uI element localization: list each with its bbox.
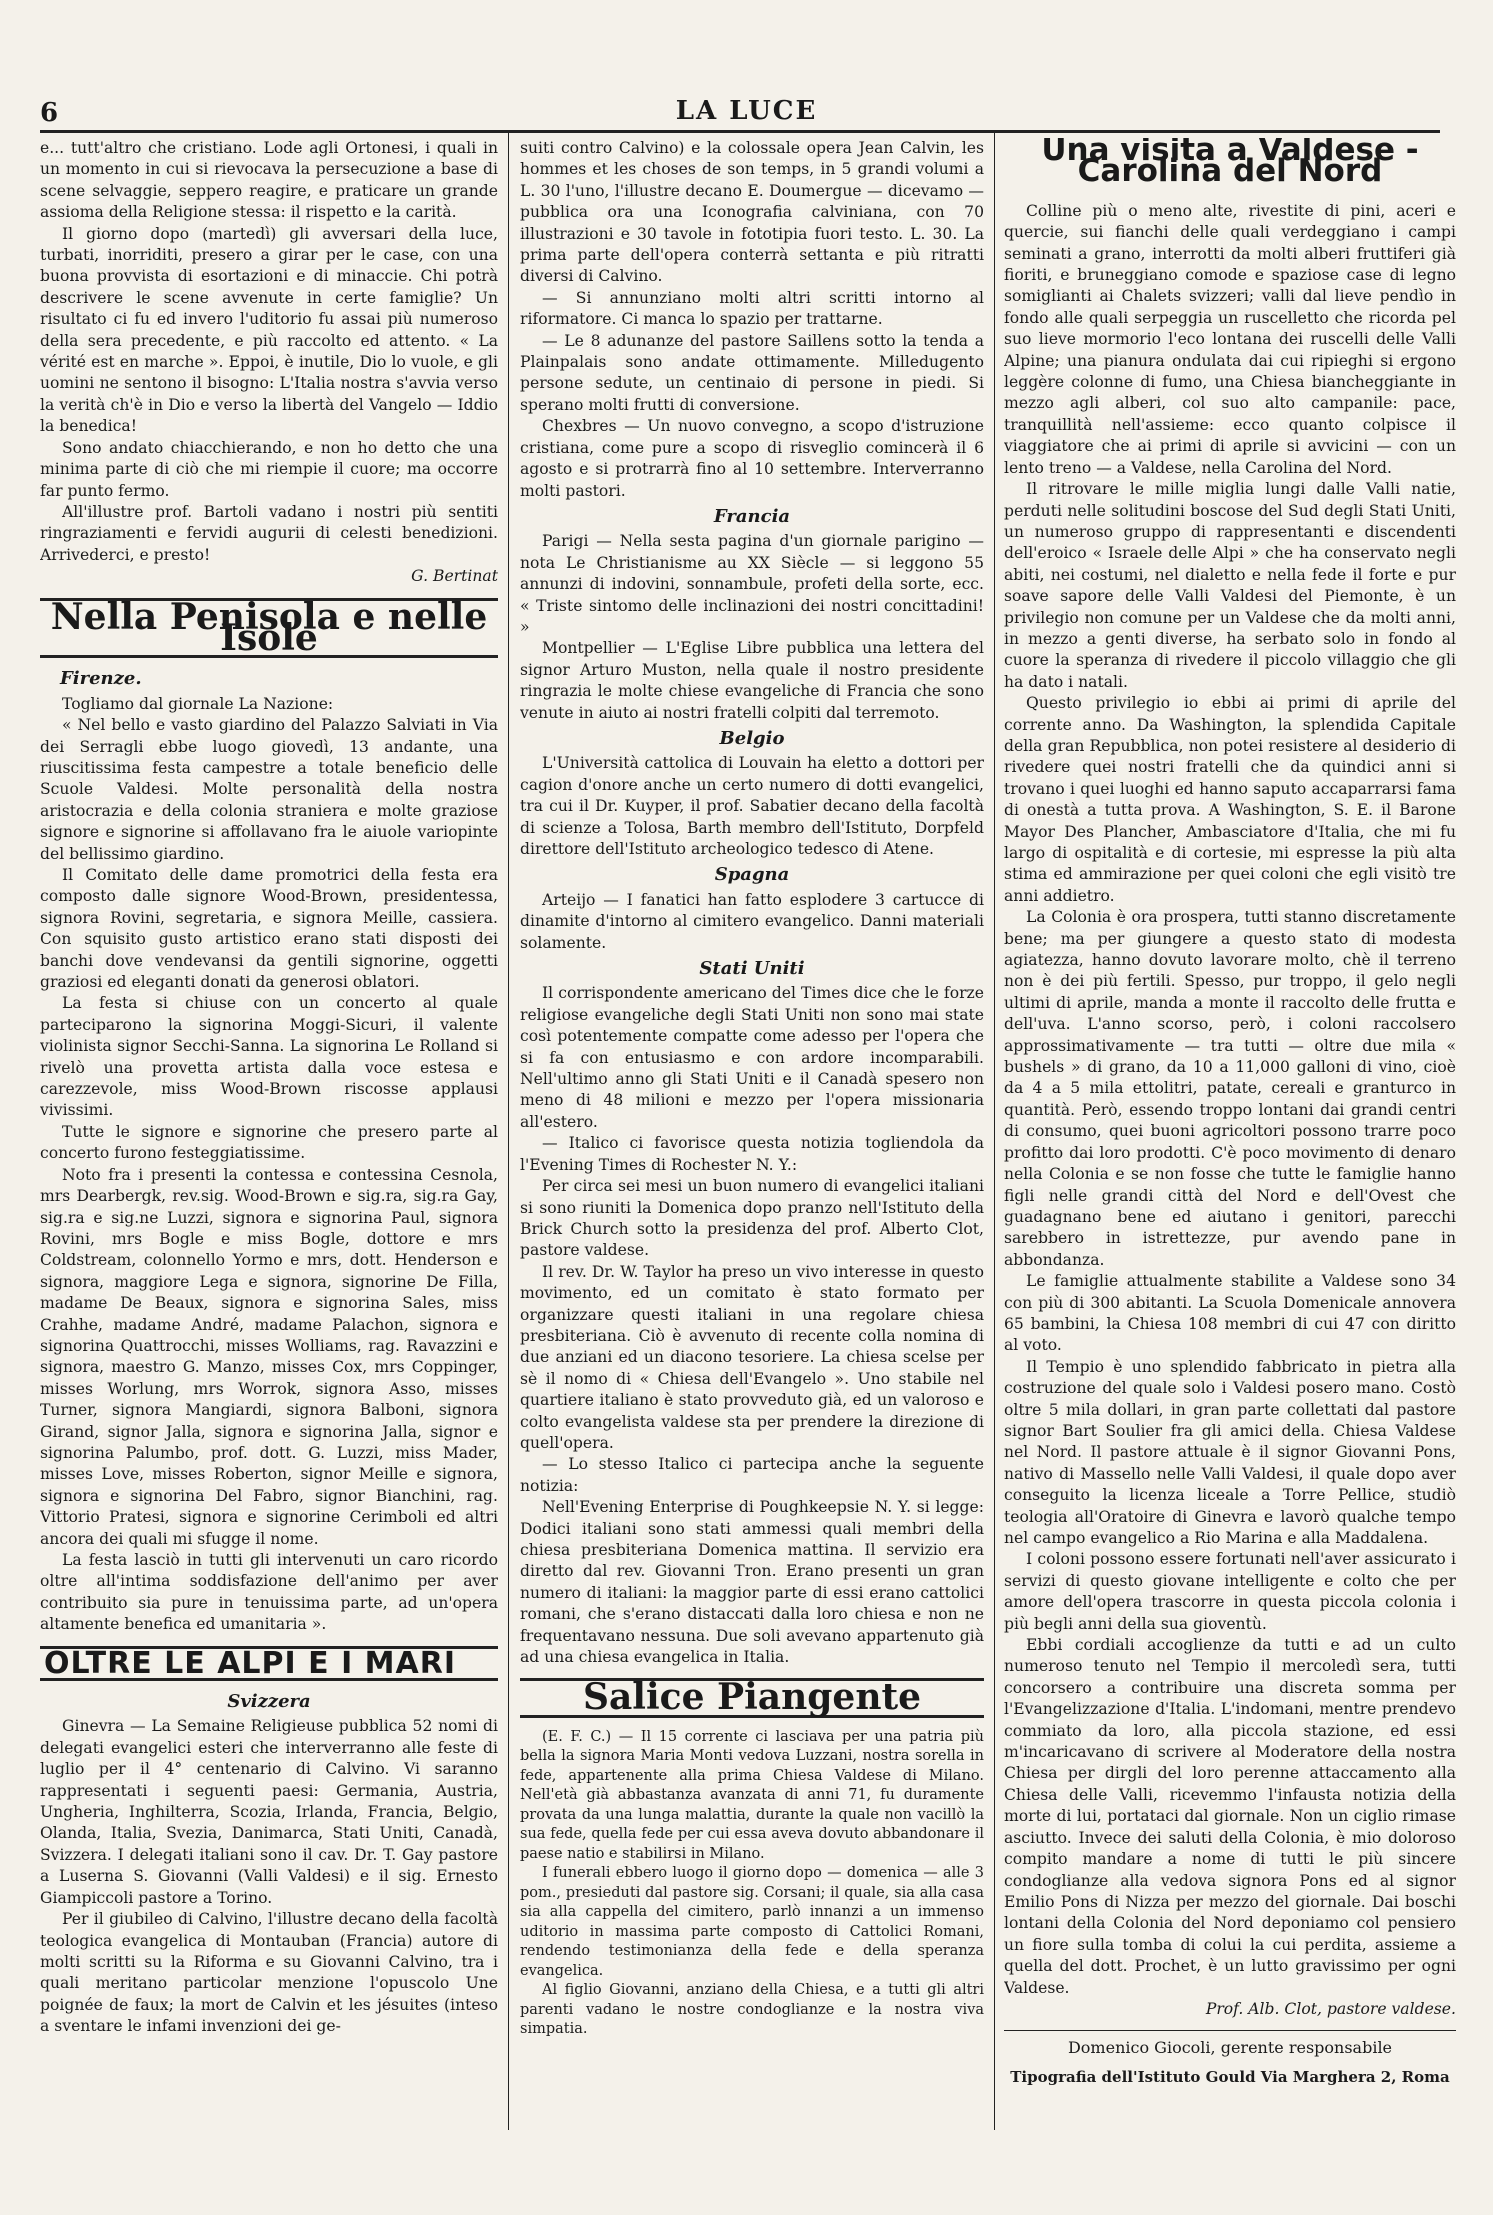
printer-line: Tipografia dell'Istituto Gould Via Marghera 2, Roma	[1010, 2067, 1450, 2086]
paragraph: Il Tempio è uno splendido fabbricato in pietra alla costruzione del quale solo i Valdesi posero mano. Costò oltre 5 mila dollari, in gran parte collettati dal pastore signor Bart Soulier fra gli amici della. Chiesa Valdese nel Nord. Il pastore attuale è il signor Giovanni Pons, nativo di Massello nelle Valli Valdesi, il quale dopo aver conseguito la licenza liceale a Torre Pellice, studiò teologia all'Oratoire di Ginevra e lavorò qualche tempo nel campo evangelico a Rio Marina e alla Maddalena.	[1004, 1357, 1456, 1547]
paragraph: Questo privilegio io ebbi ai primi di aprile del corrente anno. Da Washington, la splendida Capitale della gran Repubblica, non potei resistere al desiderio di rivedere quei nostri fratelli che da quindici anni si trovano i quei luoghi ed hanno saputo accaparrarsi fama di onestà a tutta prova. A Washington, S. E. il Barone Mayor Des Plancher, Ambasciatore d'Italia, che mi fu largo di ospitalità e di cortesie, mi espresse la più alta stima ed ammirazione per quei coloni che egli visitò tre anni addietro.	[1004, 694, 1456, 905]
column-separator	[994, 130, 995, 2130]
signature: G. Bertinat	[411, 567, 498, 586]
paragraph: (E. F. C.) — Il 15 corrente ci lasciava per una patria più bella la signora Maria Monti vedova Luzzani, nostra sorella in fede, appartenente alla prima Chiesa Valdese di Milano. Nell'età già abbastanza avanzata di anni 71, fu duramente provata da una lunga malattia, durante la quale non vacillò la sua fede, quella fede per cui essa aveva dovuto abbandonare il paese natio e stabilirsi in Milano.	[520, 1728, 984, 1862]
signature: Prof. Alb. Clot, pastore valdese.	[1205, 1999, 1456, 2018]
subsection-title: Stati Uniti	[699, 958, 805, 980]
header-rule	[40, 130, 1440, 133]
paragraph: La festa si chiuse con un concerto al quale parteciparono la signorina Moggi-Sicuri, il valente violinista signor Secchi-Sanna. La signorina Le Rolland si rivelò una provetta artista dalla voce estesa e carezzevole, miss Wood-Brown riscosse applausi vivissimi.	[40, 994, 498, 1120]
paragraph: Al figlio Giovanni, anziano della Chiesa, e a tutti gli altri parenti vadano le nostre condoglianze e la nostra viva simpatia.	[520, 1982, 984, 2038]
paragraph: Tutte le signore e signorine che presero parte al concerto furono festeggiatissime.	[40, 1122, 498, 1163]
page-number: 6	[40, 98, 59, 128]
paragraph: I funerali ebbero luogo il giorno dopo — domenica — alle 3 pom., presieduti dal pastore sig. Corsani; il quale, sia alla casa sia alla cappella del cimitero, parlò innanzi a un immenso uditorio in massima parte composto di Cattolici Romani, rendendo testimonianza della fede e della speranza evangelica.	[520, 1865, 984, 1979]
paragraph: La festa lasciò in tutti gli intervenuti un caro ricordo oltre all'intima soddisfazione dell'animo per aver contribuito sia pure in tenuissima parte, ad un'opera altamente benefica ed umanitaria ».	[40, 1551, 498, 1634]
column-separator	[508, 130, 509, 2130]
paragraph: Togliamo dal giornale La Nazione:	[62, 694, 334, 713]
paragraph: — Si annunziano molti altri scritti intorno al riformatore. Ci manca lo spazio per trattarne.	[520, 288, 984, 329]
paragraph: L'Università cattolica di Louvain ha eletto a dottori per cagion d'onore anche un certo numero di dotti evangelici, tra cui il Dr. Kuyper, il prof. Sabatier decano della facoltà di scienze a Tolosa, Barth membro dell'Istituto, Dorpfeld direttore dell'Istituto archeologico tedesco di Atene.	[520, 754, 984, 858]
paragraph: Montpellier — L'Eglise Libre pubblica una lettera del signor Arturo Muston, nella quale il nostro presidente ringrazia le molte chiese evangeliche di Francia che sono venute in aiuto ai nostri fratelli colpiti dal terremoto.	[520, 639, 984, 722]
paragraph: All'illustre prof. Bartoli vadano i nostri più sentiti ringraziamenti e fervidi augurii di celesti benedizioni. Arrivederci, e presto!	[40, 502, 498, 564]
manager-line: Domenico Giocoli, gerente responsabile	[1004, 2030, 1456, 2058]
section-title: OLTRE LE ALPI E I MARI	[40, 1646, 498, 1681]
column-2	[520, 138, 984, 2138]
paragraph: — Lo stesso Italico ci partecipa anche la seguente notizia:	[520, 1455, 984, 1495]
paragraph: Nell'Evening Enterprise di Poughkeepsie N. Y. si legge: Dodici italiani sono stati ammessi quali membri della chiesa presbiteriana Domenica mattina. Il servizio era diretto dal rev. Giovanni Tron. Erano presenti un gran numero di italiani: la maggior parte di essi erano cattolici romani, che s'erano distaccati dalla loro chiesa e non ne frequentavano nessuna. Due soli avevano appartenuto già ad una chiesa evangelica in Italia.	[520, 1498, 984, 1667]
paragraph: Ginevra — La Semaine Religieuse pubblica 52 nomi di delegati evangelici esteri che interverranno alle feste di luglio per il 4° centenario di Calvino. Vi saranno rappresentati i seguenti paesi: Germania, Austria, Ungheria, Inghilterra, Scozia, Irlanda, Francia, Belgio, Olanda, Italia, Svezia, Danimarca, Stati Uniti, Canadà, Svizzera. I delegati italiani sono il cav. Dr. T. Gay pastore a Luserna S. Giovanni (Valli Valdesi) e il sig. Ernesto Giampiccoli pastore a Torino.	[40, 1717, 498, 1907]
paragraph: I coloni possono essere fortunati nell'aver assicurato i servizi di questo giovane intelligente e colto che per amore dell'opera trascorre in questa piccola colonia i più begli anni della sua gioventù.	[1004, 1550, 1456, 1633]
paragraph: « Nel bello e vasto giardino del Palazzo Salviati in Via dei Serragli ebbe luogo giovedì, 13 andante, una riuscitissima festa campestre a totale beneficio delle Scuole Valdesi. Molte personalità della nostra aristocrazia e della colonia straniera e molte graziose signore e signorine si affollavano fra le aiuole variopinte del bellissimo giardino.	[40, 716, 498, 863]
section-title: Salice Piangente	[520, 1678, 984, 1717]
masthead: LA LUCE	[675, 96, 818, 126]
paragraph: La Colonia è ora prospera, tutti stanno discretamente bene; ma per giungere a questo stato di modesta agiatezza, hanno dovuto lavorare molto, chè il terreno non è dei più fertili. Spesso, pur troppo, il gelo negli ultimi di aprile, manda a monte il raccolto delle frutta e dell'uva. L'anno scorso, però, i coloni raccolsero approssimativamente — tra tutti — oltre due mila « bushels » di grano, da 10 a 11,000 galloni di vino, cioè da 4 a 5 mila ettolitri, patate, cereali e granturco in quantità. Però, essendo troppo lontani dai grandi centri di consumo, quei buoni agricoltori possono trarre poco profitto dai loro prodotti. C'è poco movimento di denaro nella Colonia e se non fosse che tutte le famiglie hanno figli nelle grandi città del Nord e dell'Ovest che guadagnano bene ed aiutano i genitori, parecchi sarebbero in istrettezze, pur avendo pane in abbondanza.	[1004, 908, 1456, 1269]
subsection-title: Svizzera	[227, 1691, 311, 1713]
paragraph: suiti contro Calvino) e la colossale opera Jean Calvin, les hommes et les choses de son temps, in 5 grandi volumi a L. 30 l'uno, l'illustre decano E. Doumergue — dicevamo — pubblica ora una Iconografia calviniana, con 70 illustrazioni e 30 tavole in fototipia fuori testo. L. 30. La prima parte dell'opera conterrà settanta e più ritratti diversi di Calvino.	[520, 139, 984, 286]
article-title: Una visita a Valdese - Carolina del Nord	[1041, 138, 1419, 190]
section-title: Nella Penisola e nelle Isole	[40, 598, 498, 659]
paragraph: e... tutt'altro che cristiano. Lode agli Ortonesi, i quali in un momento in cui si rievocava la persecuzione a base di scene selvaggie, seppero reagire, e praticare un grande assioma della Religione stessa: il rispetto e la carità.	[40, 139, 498, 222]
paragraph: Parigi — Nella sesta pagina d'un giornale parigino — nota Le Christianisme au XX Siècle — si leggono 55 annunzi di indovini, sonnambule, profeti della sorte, ecc. « Triste sintomo delle inclinazioni dei nostri concittadini! »	[520, 532, 984, 636]
paragraph: Il corrispondente americano del Times dice che le forze religiose evangeliche degli Stati Uniti non sono mai state così potentemente compatte come adesso per l'opera che si fa con entusiasmo e con ardore incomparabili. Nell'ultimo anno gli Stati Uniti e il Canadà spesero non meno di 48 milioni e mezzo per l'opera missionaria all'estero.	[520, 984, 984, 1131]
subsection-title: Spagna	[714, 864, 790, 886]
paragraph: Noto fra i presenti la contessa e contessina Cesnola, mrs Dearbergk, rev.sig. Wood-Brown e sig.ra, sig.ra Gay, sig.ra e sig.ne Luzzi, signora e signorina Paul, signora Rovini, mrs Bogle e miss Bogle, dottore e mrs Coldstream, colonnello Yormo e mrs, dott. Henderson e signora, maggiore Lega e signora, signorine De Filla, madame De Beaux, signora e signorina Sales, miss Crahhe, madame André, madame Palachon, signora e signorina Quattrocchi, misses Wolliams, rag. Ravazzini e signora, maestro G. Manzo, misses Cox, mrs Coppinger, misses Worlung, mrs Worrok, signora Asso, misses Turner, signora Mangiardi, signora Balboni, signora Girand, signor Jalla, signora e signorina Jalla, signor e signorina Palumbo, prof. dott. G. Luzzi, miss Mader, misses Love, misses Roberton, signor Meille e signora, signora e signorina Del Fabro, signor Bianchini, rag. Vittorio Pratesi, signora e signorine Cerimboli ed altri ancora dei quali mi sfugge il nome.	[40, 1165, 498, 1548]
paragraph: — Le 8 adunanze del pastore Saillens sotto la tenda a Plainpalais sono andate ottimamente. Milledugento persone sedute, un centinaio di persone in piedi. Si sperano molti frutti di conversione.	[520, 331, 984, 414]
paragraph: Le famiglie attualmente stabilite a Valdese sono 34 con più di 300 abitanti. La Scuola Domenicale annovera 65 bambini, la Chiesa 108 membri di cui 47 con diritto al voto.	[1004, 1272, 1456, 1355]
paragraph: — Italico ci favorisce questa notizia togliendola da l'Evening Times di Rochester N. Y.:	[520, 1134, 984, 1174]
subsection-title: Belgio	[719, 727, 785, 749]
paragraph: Il rev. Dr. W. Taylor ha preso un vivo interesse in questo movimento, ed un comitato è stato formato per organizzare questi italiani in una regolare chiesa presbiteriana. Ciò è avvenuto di recente colla nomina di due anziani ed un diacono tesoriere. La chiesa scelse per sè il nomo di « Chiesa dell'Evangelo ». Uno stabile nel quartiere italiano è stato provveduto già, ed un valoroso e colto evangelista valdese sta per prendere la direzione di quell'opera.	[520, 1262, 984, 1452]
paragraph: Ebbi cordiali accoglienze da tutti e ad un culto numeroso tenuto nel Tempio il mercoledì sera, tutti concorsero a contribuire una discreta somma per l'Evangelizzazione d'Italia. L'indomani, mentre prendevo commiato da loro, alla piccola stazione, ed essi m'incaricavano di scrivere al Moderatore della nostra Chiesa per dirgli del loro perenne attaccamento alla Chiesa delle Valli, ricevemmo l'infausta notizia della morte di lui, portataci dal giornale. Non un ciglio rimase asciutto. Invece dei saluti della Colonia, è mio doloroso compito mandare a nome di tutti le più sincere condoglianze alla vedova signora Pons ed al signor Emilio Pons di Nizza per mezzo del giornale. Dai boschi lontani della Colonia del Nord deponiamo col pensiero un fiore sulla tomba di colui la cui perdita, assieme a quella del dott. Prochet, è un lutto gravissimo per ogni Valdese.	[1004, 1636, 1456, 1997]
paragraph: Per il giubileo di Calvino, l'illustre decano della facoltà teologica evangelica di Montauban (Francia) autore di molti scritti su la Riforma e su Giovanni Calvino, tra i quali meritano particolar menzione l'opuscolo Une poignée de faux; la mort de Calvin et les jésuites (inteso a sventare le infami invenzioni dei ge-	[40, 1910, 498, 2036]
subsection-title: Francia	[713, 505, 791, 527]
paragraph: Il giorno dopo (martedì) gli avversari della luce, turbati, inorriditi, presero a girar per le case, con una buona provvista di esortazioni e di minaccie. Chi potrà descrivere le scene avvenute in certe famiglie? Un risultato ci fu ed invero l'uditorio fu assai più numeroso della sera precedente, e più raccolto ed attento. « La vérité est en marche ». Eppoi, è inutile, Dio lo vuole, e gli uomini ne sentono il bisogno: L'Italia nostra s'avvia verso la verità ch'è in Dio e verso la libertà del Vangelo — Iddio la benedica!	[40, 224, 498, 436]
paragraph: Arteijo — I fanatici han fatto esplodere 3 cartucce di dinamite d'intorno al cimitero evangelico. Danni materiali solamente.	[520, 890, 984, 952]
paragraph: Colline più o meno alte, rivestite di pini, aceri e quercie, sui fianchi delle quali verdeggiano i campi seminati a grano, interrotti da molti alberi fruttiferi già fioriti, e bruneggiano comode e spaziose case di legno somiglianti ai Chalets svizzeri; valli dal lieve pendìo in fondo alle quali serpeggia un ruscelletto che ricorda pel suo lieve mormorio l'eco lontana dei ruscelli delle Valli Alpine; una pianura ondulata dai cui ripieghi si ergono leggère colonne di fumo, una Chiesa biancheggiante in mezzo agli alberi, col suo alto campanile: pace, tranquillità nell'assieme: ecco quanto colpisce il viaggiatore che ai primi di aprile si avvicini — con un lento treno — a Valdese, nella Carolina del Nord.	[1004, 201, 1456, 477]
paragraph: Sono andato chiacchierando, e non ho detto che una minima parte di ciò che mi riempie il cuore; ma occorre far punto fermo.	[40, 438, 498, 500]
paragraph: Per circa sei mesi un buon numero di evangelici italiani si sono riuniti la Domenica dopo pranzo nell'Istituto della Brick Church sotto la presidenza del prof. Alberto Clot, pastore valdese.	[520, 1177, 984, 1260]
paragraph: Chexbres — Un nuovo convegno, a scopo d'istruzione cristiana, come pure a scopo di risveglio comincerà il 6 agosto e si protrarrà fino al 10 settembre. Interverranno molti pastori.	[520, 417, 984, 500]
paragraph: Il Comitato delle dame promotrici della festa era composto dalle signore Wood-Brown, presidentessa, signora Rovini, segretaria, e signora Meille, cassiera. Con squisito gusto artistico erano stati disposti dei banchi dove vendevansi da gentili signorine, oggetti graziosi ed eleganti donati da generosi oblatori.	[40, 866, 498, 992]
paragraph: Il ritrovare le mille miglia lungi dalle Valli natie, perduti nelle solitudini boscose del Sud degli Stati Uniti, un numeroso gruppo di rappresentanti e discendenti dell'eroico « Israele delle Alpi » che ha conservato negli abiti, nei costumi, nel dialetto e nella fede il forte e pur soave sapore delle Valli Valdesi del Piemonte, è un privilegio non comune per un Valdese che da molti anni, in mezzo a genti diverse, ha serbato solo in fondo al cuore la speranza di rivedere il piccolo villaggio che gli ha dato i natali.	[1004, 480, 1456, 691]
column-3	[1004, 138, 1456, 2138]
subsection-title: Firenze.	[60, 668, 142, 690]
column-1	[40, 138, 498, 2138]
